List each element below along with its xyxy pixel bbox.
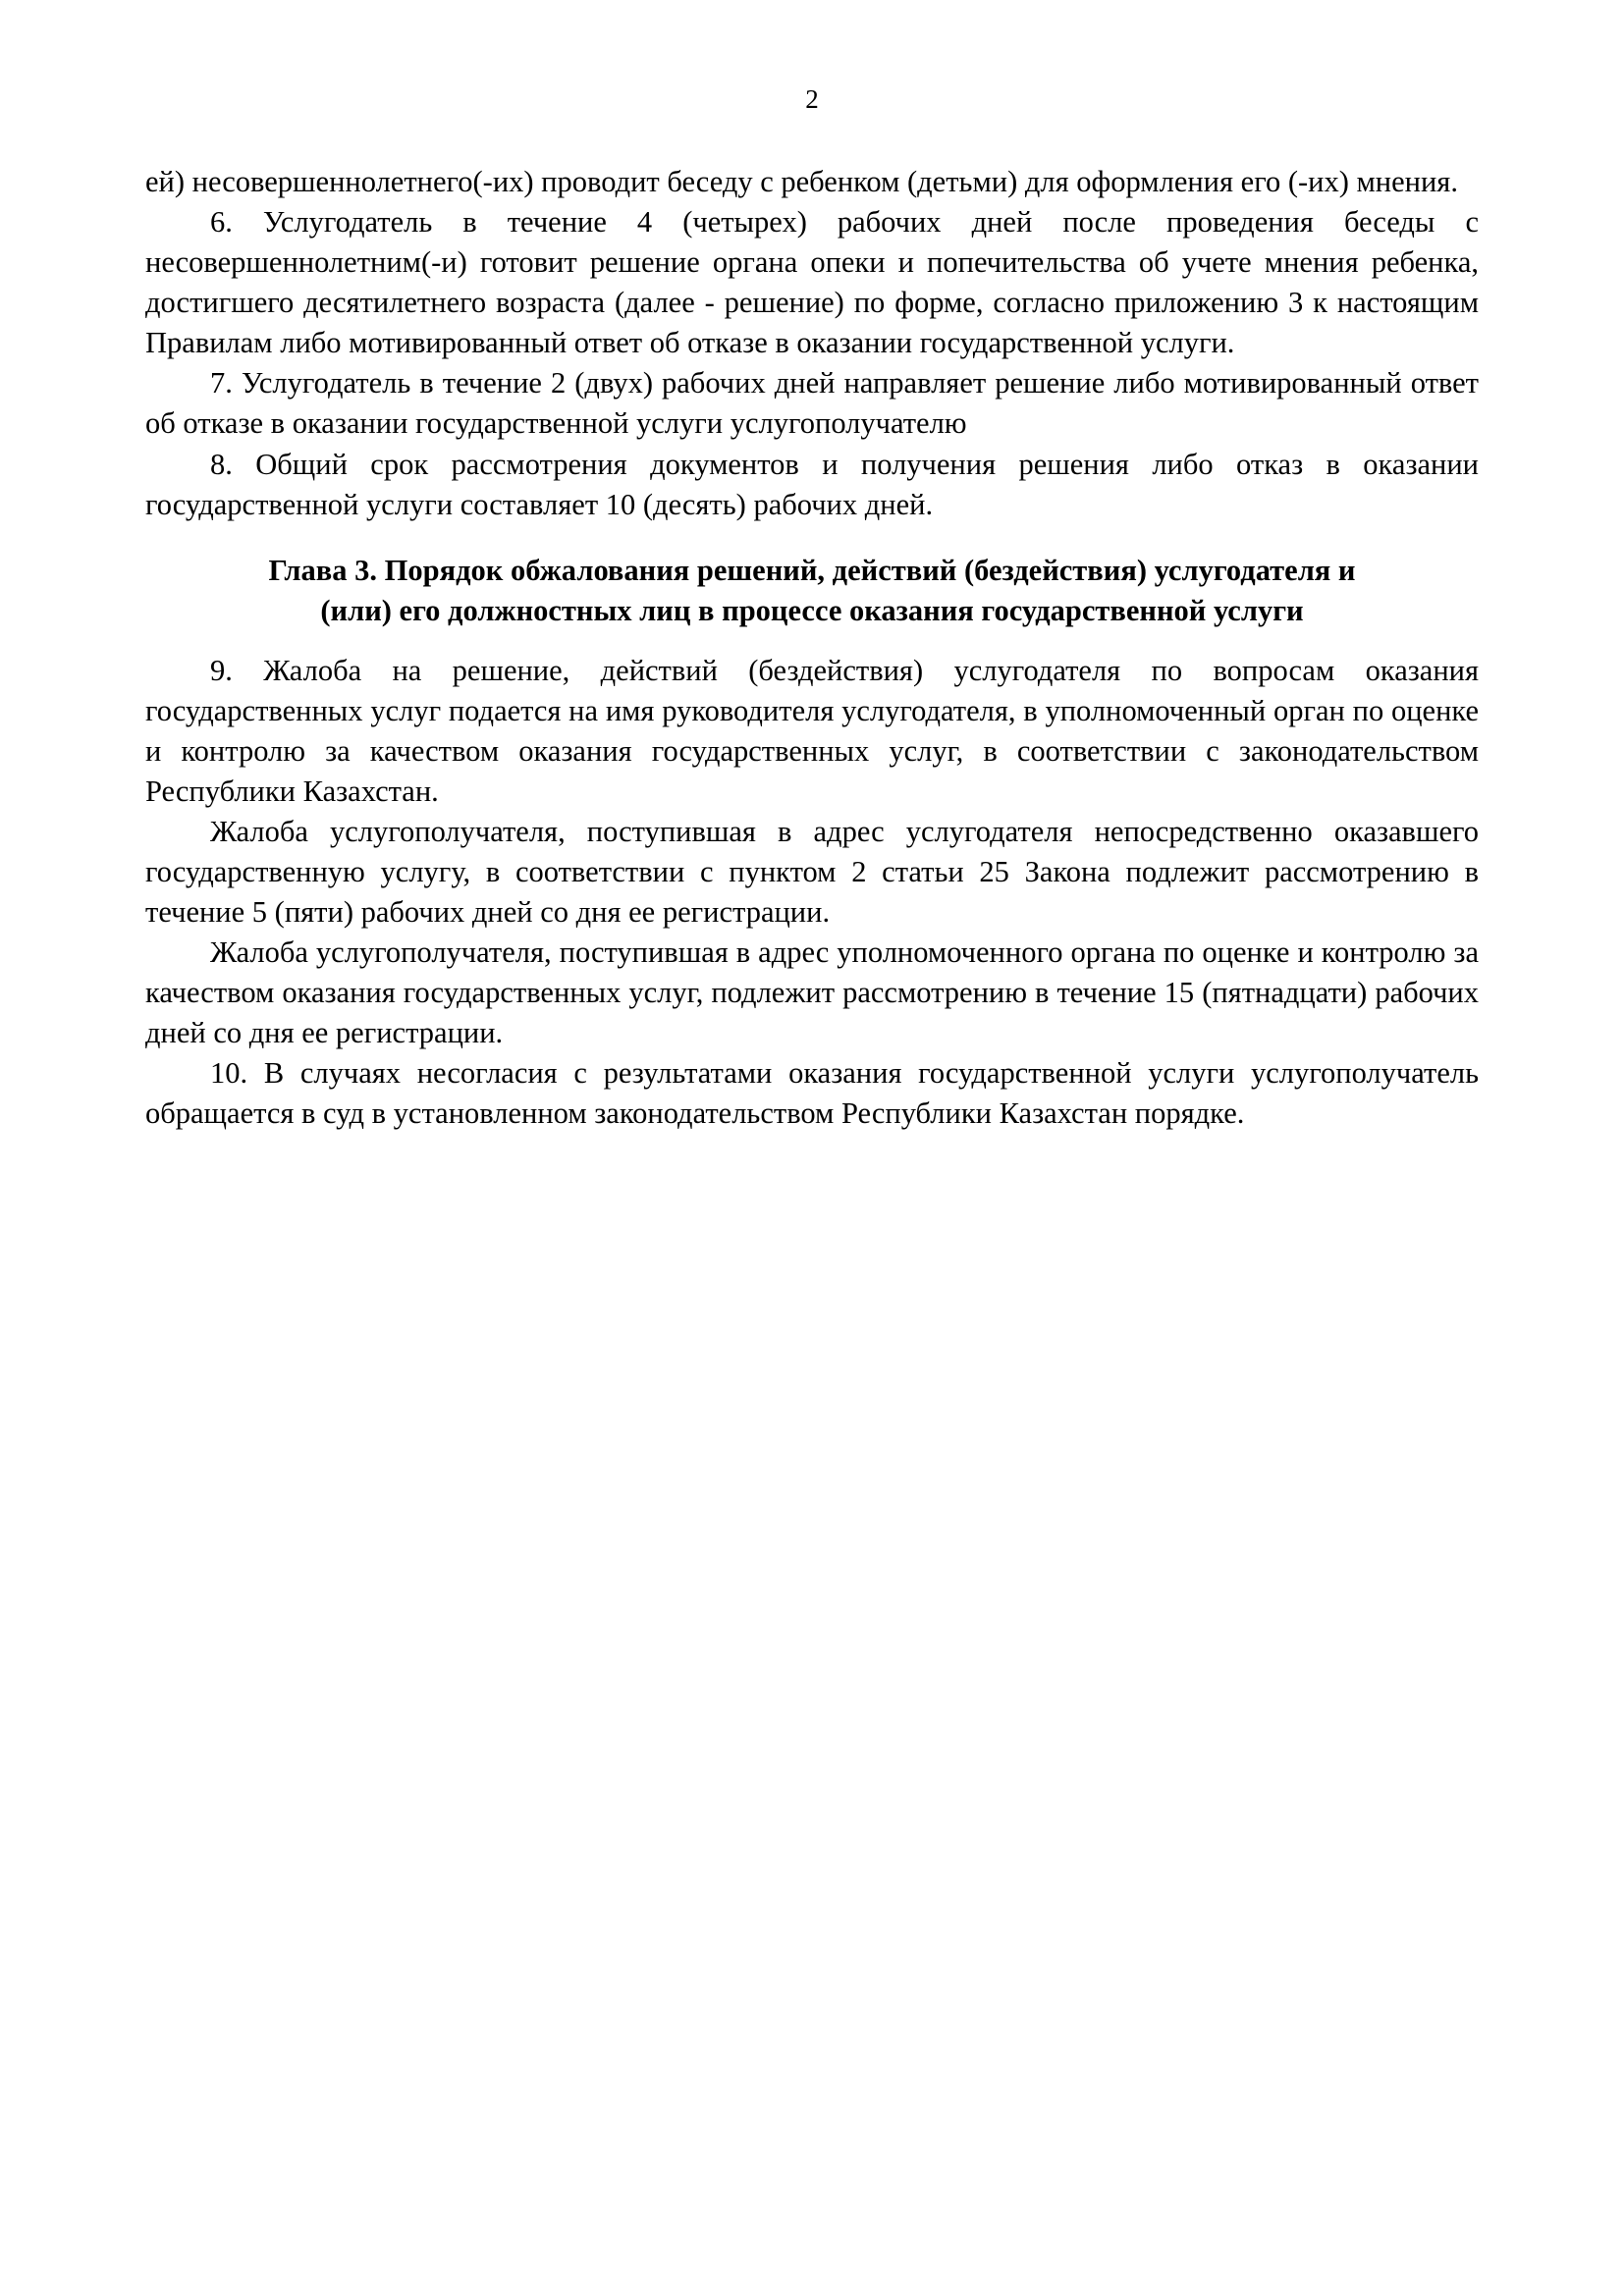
paragraph-item-9: 9. Жалоба на решение, действий (бездействия) услугодателя по вопросам оказания государственных услуг подается на имя руководителя услугодателя, в уполномоченный орган по оценке и контролю за качеством оказания государственных услуг, в соответствии с законодательством Республики Казахстан. bbox=[145, 653, 1479, 808]
document-body bbox=[145, 162, 1479, 1134]
paragraph-continued: ей) несовершеннолетнего(-их) проводит беседу с ребенком (детьми) для оформления его (-их) мнения. bbox=[145, 165, 1458, 199]
paragraph-complaint-provider: Жалоба услугополучателя, поступившая в адрес услугодателя непосредственно оказавшего государственную услугу, в соответствии с пунктом 2 статьи 25 Закона подлежит рассмотрению в течение 5 (пяти) рабочих дней со дня ее регистрации. bbox=[145, 814, 1479, 929]
paragraph-item-6: 6. Услугодатель в течение 4 (четырех) рабочих дней после проведения беседы с несовершеннолетним(-и) готовит решение органа опеки и попечительства об учете мнения ребенка, достигшего десятилетнего возраста (далее - решение) по форме, согласно приложению 3 к настоящим Правилам либо мотивированный ответ об отказе в оказании государственной услуги. bbox=[145, 205, 1479, 360]
chapter-heading bbox=[145, 551, 1479, 631]
paragraph-item-8: 8. Общий срок рассмотрения документов и получения решения либо отказ в оказании государственной услуги составляет 10 (десять) рабочих дней. bbox=[145, 447, 1479, 521]
paragraph-item-10: 10. В случаях несогласия с результатами оказания государственной услуги услугополучатель обращается в суд в установленном законодательством Республики Казахстан порядке. bbox=[145, 1056, 1479, 1131]
paragraph-item-7: 7. Услугодатель в течение 2 (двух) рабочих дней направляет решение либо мотивированный ответ об отказе в оказании государственной услуги услугополучателю bbox=[145, 366, 1479, 441]
paragraph-complaint-authority: Жалоба услугополучателя, поступившая в адрес уполномоченного органа по оценке и контролю за качеством оказания государственных услуг, подлежит рассмотрению в течение 15 (пятнадцати) рабочих дней со дня ее регистрации. bbox=[145, 934, 1479, 1050]
chapter-heading-line-2: (или) его должностных лиц в процессе оказания государственной услуги bbox=[320, 593, 1304, 627]
page-number: 2 bbox=[805, 84, 819, 114]
chapter-heading-line-1: Глава 3. Порядок обжалования решений, действий (бездействия) услугодателя и bbox=[268, 553, 1356, 587]
